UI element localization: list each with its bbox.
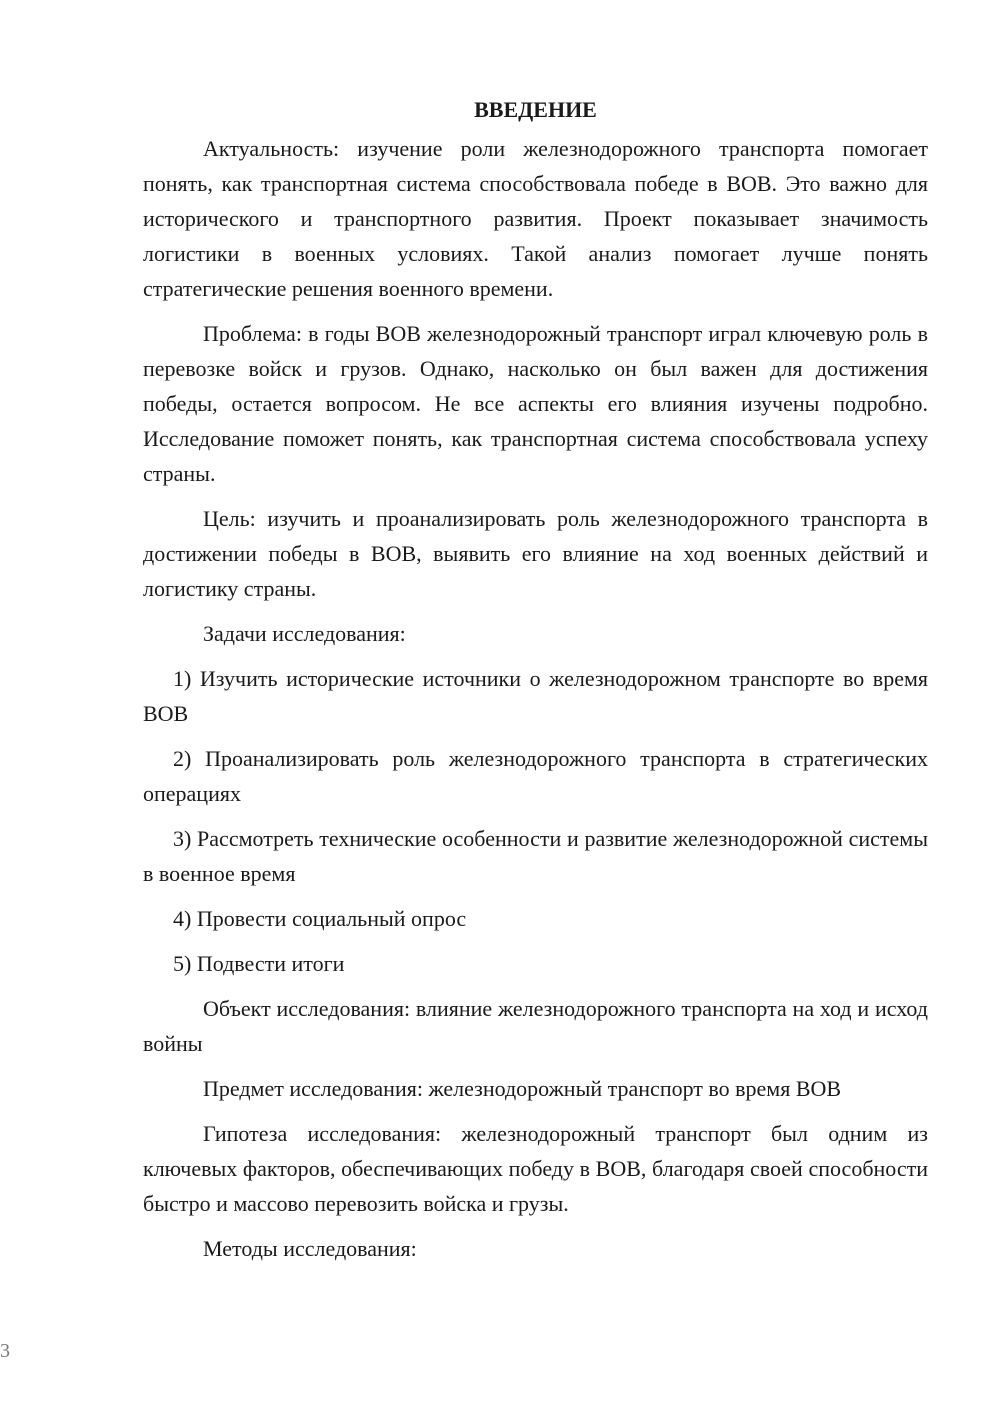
paragraph-problem: Проблема: в годы ВОВ железнодорожный транспорт играл ключевую роль в перевозке войск и грузов. Однако, насколько он был важен для достижения победы, остается вопросом. Не все аспекты его влияния изучены подробно. Исследование поможет понять, как транспортная система способствовала успеху страны.: [143, 321, 928, 486]
list-item-task-3: 3) Рассмотреть технические особенности и развитие железнодорожной системы в военное время: [143, 826, 928, 886]
tasks-heading: Задачи исследования:: [203, 621, 406, 646]
methods-heading: Методы исследования:: [203, 1236, 417, 1261]
paragraph-subject: Предмет исследования: железнодорожный транспорт во время ВОВ: [203, 1076, 842, 1101]
list-item-task-2: 2) Проанализировать роль железнодорожного транспорта в стратегических операциях: [143, 746, 928, 806]
list-item-task-1: 1) Изучить исторические источники о железнодорожном транспорте во время ВОВ: [143, 666, 928, 726]
paragraph-object: Объект исследования: влияние железнодорожного транспорта на ход и исход войны: [143, 996, 928, 1056]
list-item-task-5: 5) Подвести итоги: [173, 951, 345, 976]
paragraph-hypothesis: Гипотеза исследования: железнодорожный транспорт был одним из ключевых факторов, обеспечивающих победу в ВОВ, благодаря своей способности быстро и массово перевозить войска и грузы.: [143, 1121, 928, 1216]
document-page: [143, 95, 928, 1266]
paragraph-relevance: Актуальность: изучение роли железнодорожного транспорта помогает понять, как транспортная система способствовала победе в ВОВ. Это важно для исторического и транспортного развития. Проект показывает значимость логистики в военных условиях. Такой анализ помогает лучше понять стратегические решения военного времени.: [143, 136, 928, 301]
paragraph-goal: Цель: изучить и проанализировать роль железнодорожного транспорта в достижении победы в ВОВ, выявить его влияние на ход военных действий и логистику страны.: [143, 506, 928, 601]
page-number: 3: [0, 1340, 10, 1362]
list-item-task-4: 4) Провести социальный опрос: [173, 906, 467, 931]
section-title: ВВЕДЕНИЕ: [474, 97, 597, 122]
